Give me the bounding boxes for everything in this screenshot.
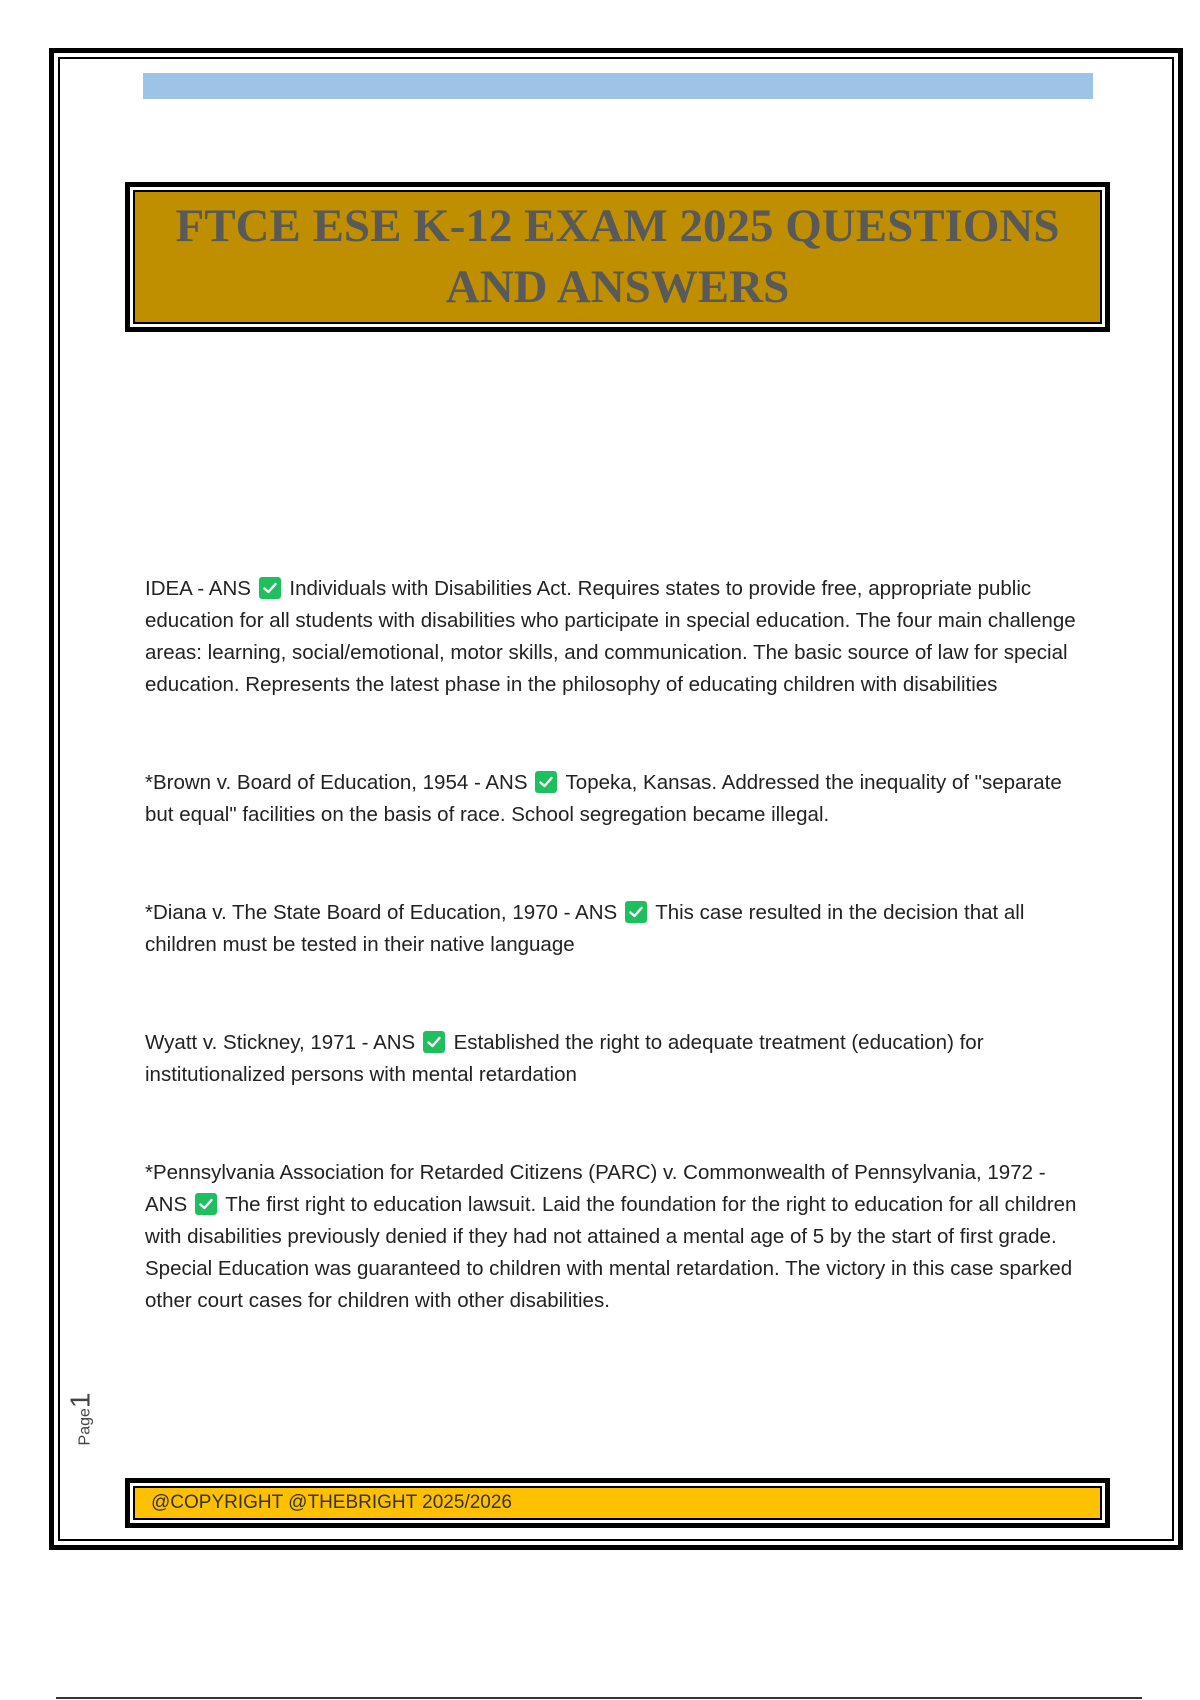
qa-answer: Topeka, Kansas. Addressed the inequality of "separate but equal" facilities on the basis of race. School segregation became illegal. — [145, 771, 1062, 826]
qa-item — [145, 1157, 1085, 1317]
qa-term: *Diana v. The State Board of Education, 1970 - ANS — [145, 901, 618, 924]
page-word: Page — [76, 1408, 94, 1446]
footer-text: @COPYRIGHT @THEBRIGHT 2025/2026 — [133, 1486, 1102, 1520]
qa-term: *Pennsylvania Association for Retarded Citizens (PARC) v. Commonwealth of Pennsylvania, 1972 - ANS — [145, 1161, 1046, 1216]
qa-answer: Individuals with Disabilities Act. Requires states to provide free, appropriate public education for all students with disabilities who participate in special education. The four main challenge areas: learning, social/emotional, motor skills, and communication. The basic source of law for special education. Represents the latest phase in the philosophy of educating children with disabilities — [145, 577, 1076, 696]
page-number: 1 — [64, 1392, 96, 1409]
check-mark-icon — [423, 1031, 445, 1053]
qa-item — [145, 573, 1085, 701]
qa-term: Wyatt v. Stickney, 1971 - ANS — [145, 1031, 416, 1054]
qa-item — [145, 897, 1085, 961]
page-title: FTCE ESE K-12 EXAM 2025 QUESTIONS AND ANSWERS — [175, 200, 1060, 313]
qa-term: IDEA - ANS — [145, 577, 251, 600]
qa-list — [145, 573, 1085, 1317]
qa-answer: Established the right to adequate treatment (education) for institutionalized persons with mental retardation — [145, 1031, 984, 1086]
check-mark-icon — [535, 771, 557, 793]
check-mark-icon — [259, 577, 281, 599]
qa-term: *Brown v. Board of Education, 1954 - ANS — [145, 771, 528, 794]
qa-answer: This case resulted in the decision that all children must be tested in their native language — [145, 901, 1025, 956]
page-number-label — [62, 1385, 102, 1445]
check-mark-icon — [195, 1193, 217, 1215]
qa-item — [145, 767, 1085, 831]
footer-banner — [125, 1478, 1110, 1528]
title-banner-fill — [133, 190, 1102, 324]
qa-answer: The first right to education lawsuit. Laid the foundation for the right to education for all children with disabilities previously denied if they had not attained a mental age of 5 by the start of first grade. Special Education was guaranteed to children with mental retardation. The victory in this case sparked other court cases for children with other disabilities. — [145, 1193, 1077, 1312]
check-mark-icon — [625, 901, 647, 923]
bottom-divider — [56, 1697, 1142, 1699]
header-accent-bar — [143, 73, 1093, 99]
qa-item — [145, 1027, 1085, 1091]
title-banner — [125, 182, 1110, 332]
